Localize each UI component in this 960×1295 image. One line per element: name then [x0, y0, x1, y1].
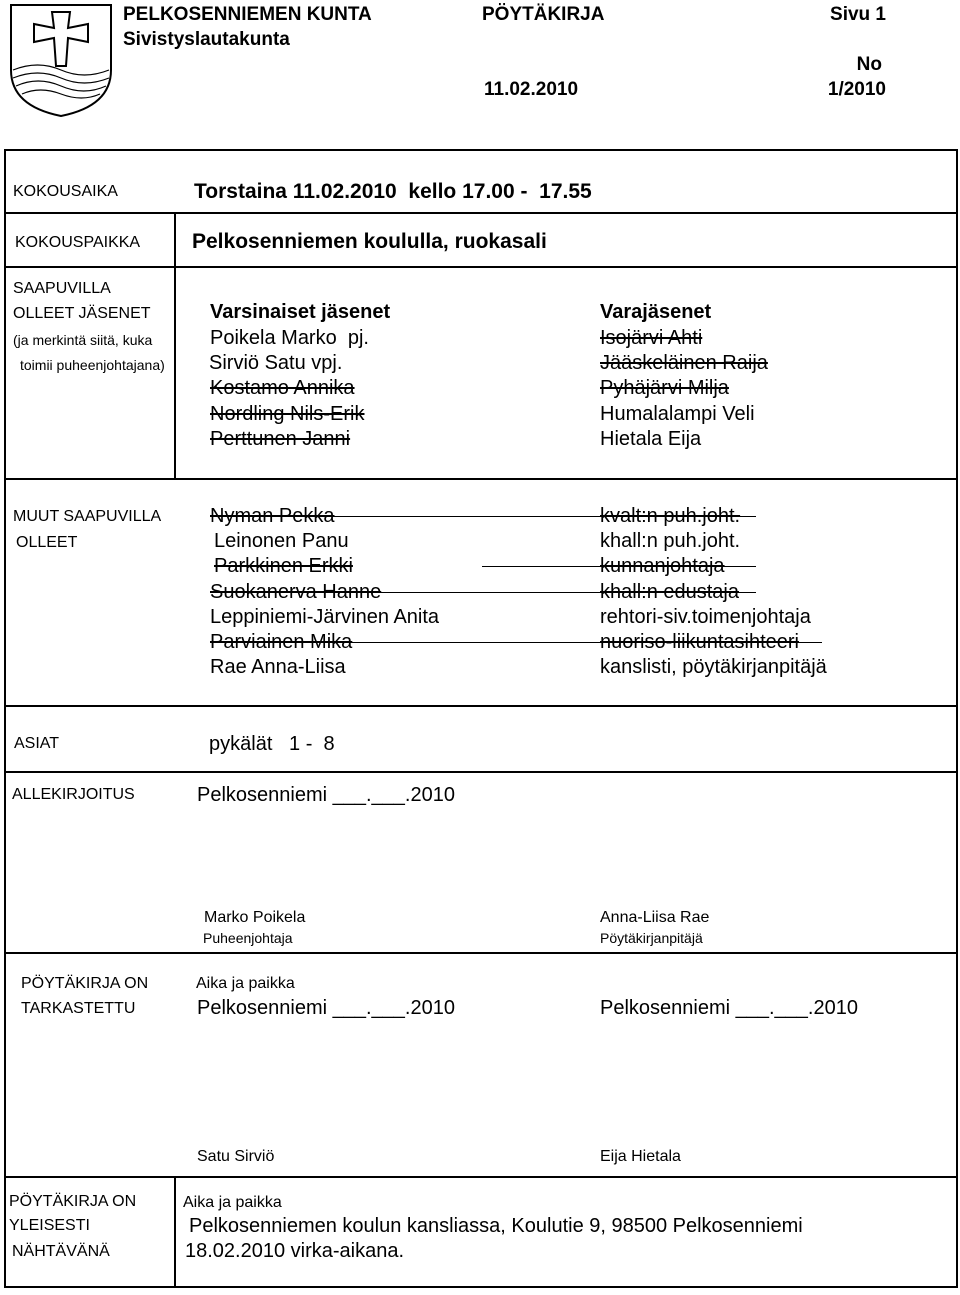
attendee-role: kanslisti, pöytäkirjanpitäjä [600, 656, 827, 678]
other-attendee: Leppiniemi-Järvinen Anita [210, 606, 440, 628]
checked-label-line: PÖYTÄKIRJA ON [21, 975, 149, 992]
other-attendee-absent: Nyman Pekka [210, 505, 335, 527]
minutes-number: 1/2010 [827, 79, 886, 100]
chair-name: Marko Poikela [204, 909, 306, 926]
matters-value: pykälät 1 - 8 [209, 733, 335, 755]
secretary-role: Pöytäkirjanpitäjä [600, 930, 703, 946]
other-attendee: Leinonen Panu [214, 530, 349, 552]
regular-member: Sirviö Satu vpj. [209, 352, 343, 374]
checked-label-line: TARKASTETTU [21, 1000, 136, 1017]
meeting-date: 11.02.2010 [484, 79, 579, 100]
members-label-line: (ja merkintä siitä, kuka [13, 332, 153, 348]
meeting-place-value: Pelkosenniemen koululla, ruokasali [192, 230, 547, 253]
page-number: Sivu 1 [830, 4, 886, 25]
chair-role: Puheenjohtaja [203, 930, 293, 946]
municipal-coat-of-arms [8, 2, 114, 122]
public-label-line: PÖYTÄKIRJA ON [9, 1193, 137, 1210]
regular-member-absent: Nordling Nils-Erik [210, 403, 365, 425]
attendee-role: rehtori-siv.toimenjohtaja [600, 606, 811, 628]
meeting-time-value: Torstaina 11.02.2010 kello 17.00 - 17.55 [194, 180, 592, 203]
matters-label: ASIAT [14, 735, 60, 752]
regular-member-absent: Kostamo Annika [210, 377, 355, 399]
other-attendee-absent: Suokanerva Hanne [210, 581, 382, 603]
deputy-member: Hietala Eija [600, 428, 702, 450]
deputy-member-absent: Isojärvi Ahti [600, 327, 703, 349]
members-label-line: SAAPUVILLA [13, 280, 111, 297]
others-label-line: OLLEET [16, 534, 78, 551]
others-label-line: MUUT SAAPUVILLA [13, 508, 162, 525]
public-time-place-label: Aika ja paikka [183, 1194, 282, 1211]
public-period: 18.02.2010 virka-aikana. [185, 1240, 405, 1262]
board-name: Sivistyslautakunta [123, 29, 290, 50]
checked-place-date-2: Pelkosenniemi ___.___.2010 [600, 997, 858, 1019]
regular-member-absent: Perttunen Janni [210, 428, 351, 450]
members-label-line: toimii puheenjohtajana) [20, 357, 165, 373]
members-label-line: OLLEET JÄSENET [13, 305, 151, 322]
deputy-member-absent: Pyhäjärvi Milja [600, 377, 729, 399]
secretary-name: Anna-Liisa Rae [600, 909, 710, 926]
attendee-role-absent: nuoriso-liikuntasihteeri [600, 631, 799, 653]
other-attendee-absent: Parkkinen Erkki [214, 555, 353, 577]
document-type: PÖYTÄKIRJA [482, 4, 605, 25]
attendee-role-absent: kvalt:n puh.joht. [600, 505, 741, 527]
public-location: Pelkosenniemen koulun kansliassa, Koulutie 9, 98500 Pelkosenniemi [189, 1215, 803, 1237]
number-label: No [856, 54, 882, 75]
deputy-member-absent: Jääskeläinen Raija [600, 352, 768, 374]
signature-place-date: Pelkosenniemi ___.___.2010 [197, 784, 455, 806]
other-attendee-absent: Parviainen Mika [210, 631, 353, 653]
municipality-name: PELKOSENNIEMEN KUNTA [123, 4, 372, 25]
checked-place-date-1: Pelkosenniemi ___.___.2010 [197, 997, 455, 1019]
attendee-role-absent: kunnanjohtaja [600, 555, 725, 577]
regular-member: Poikela Marko pj. [210, 327, 369, 349]
attendee-role-absent: khall:n edustaja [600, 581, 739, 603]
signature-label: ALLEKIRJOITUS [12, 786, 135, 803]
deputy-member: Humalalampi Veli [600, 403, 755, 425]
public-label-line: NÄHTÄVÄNÄ [12, 1243, 110, 1260]
regular-members-title: Varsinaiset jäsenet [210, 301, 391, 323]
checker-2-name: Eija Hietala [600, 1148, 681, 1165]
public-label-line: YLEISESTI [9, 1217, 90, 1234]
meeting-time-label: KOKOUSAIKA [13, 183, 118, 200]
attendee-role: khall:n puh.joht. [600, 530, 741, 552]
meeting-place-label: KOKOUSPAIKKA [15, 234, 141, 251]
other-attendee: Rae Anna-Liisa [210, 656, 346, 678]
deputy-members-title: Varajäsenet [600, 301, 712, 323]
checker-1-name: Satu Sirviö [197, 1148, 275, 1165]
checked-time-place-label: Aika ja paikka [196, 975, 295, 992]
